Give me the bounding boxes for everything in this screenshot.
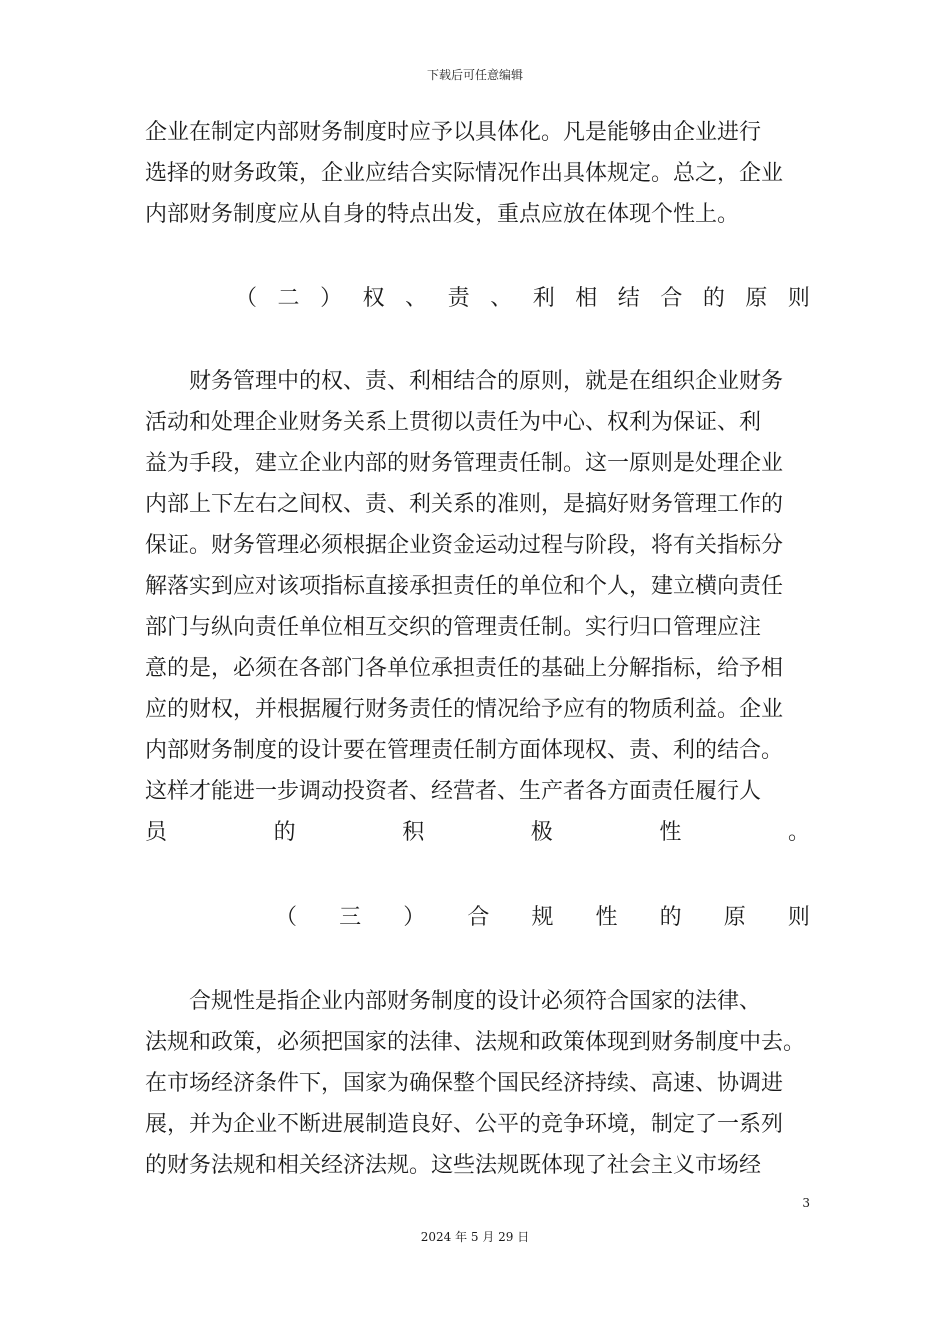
heading-char: ） [403,905,426,930]
page-header: 下载后可任意编辑 [426,68,523,82]
heading-char: 规 [531,905,554,930]
text-line: 内部财务制度的设计要在管理责任制方面体现权、责、利的结合。 [145,738,784,763]
text-char: 性 [659,820,682,845]
text-line: 活动和处理企业财务关系上贯彻以责任为中心、权利为保证、利 [145,410,762,435]
heading-char: 权 [362,286,385,311]
text-line-justified [145,812,810,853]
text-char: 极 [530,820,553,845]
heading-char: 合 [660,286,683,311]
heading-char: 性 [595,905,618,930]
heading-char: （ [235,286,258,311]
heading-char: 相 [575,286,598,311]
heading-char: 二 [277,286,300,311]
heading-char: 则 [787,905,810,930]
heading-char: 的 [702,286,725,311]
text-line: 企业在制定内部财务制度时应予以具体化。凡是能够由企业进行 [145,120,762,145]
heading-char: 、 [405,286,428,311]
heading-char: 三 [339,905,362,930]
text-line: 内部财务制度应从自身的特点出发，重点应放在体现个性上。 [145,202,740,227]
text-line: 益为手段，建立企业内部的财务管理责任制。这一原则是处理企业 [145,451,784,476]
text-line: 部门与纵向责任单位相互交织的管理责任制。实行归口管理应注 [145,615,762,640]
footer-date: 2024 年 5 月 29 日 [420,1230,530,1244]
text-char: 的 [273,820,296,845]
text-line: 内部上下左右之间权、责、利关系的准则，是搞好财务管理工作的 [145,492,784,517]
text-line: 解落实到应对该项指标直接承担责任的单位和个人，建立横向责任 [145,574,784,599]
heading-char: 结 [617,286,640,311]
text-line: 展，并为企业不断进展制造良好、公平的竞争环境，制定了一系列 [145,1112,784,1137]
text-line: 法规和政策，必须把国家的法律、法规和政策体现到财务制度中去。 [145,1030,806,1055]
text-line: 这样才能进一步调动投资者、经营者、生产者各方面责任履行人 [145,779,762,804]
text-line: 选择的财务政策，企业应结合实际情况作出具体规定。总之，企业 [145,161,784,186]
heading-char: （ [275,905,298,930]
section-heading-3 [275,897,810,938]
text-char: 。 [787,820,810,845]
heading-char: ） [320,286,343,311]
heading-char: 利 [532,286,555,311]
text-line: 的财务法规和相关经济法规。这些法规既体现了社会主义市场经 [145,1153,762,1178]
text-line: 保证。财务管理必须根据企业资金运动过程与阶段，将有关指标分 [145,533,784,558]
section-heading-2 [235,278,810,319]
heading-char: 则 [787,286,810,311]
text-line: 应的财权，并根据履行财务责任的情况给予应有的物质利益。企业 [145,697,784,722]
paragraph-2 [145,361,810,853]
heading-char: 原 [723,905,746,930]
text-line: 财务管理中的权、责、利相结合的原则，就是在组织企业财务 [145,369,784,394]
page-number: 3 [802,1196,810,1210]
heading-char: 原 [745,286,768,311]
heading-char: 责 [447,286,470,311]
paragraph-3 [145,981,810,1186]
text-char: 积 [402,820,425,845]
heading-char: 的 [659,905,682,930]
heading-line [275,897,810,938]
text-line: 意的是，必须在各部门各单位承担责任的基础上分解指标，给予相 [145,656,784,681]
text-line: 合规性是指企业内部财务制度的设计必须符合国家的法律、 [145,989,762,1014]
text-line: 在市场经济条件下，国家为确保整个国民经济持续、高速、协调进 [145,1071,784,1096]
text-char: 员 [145,820,168,845]
paragraph-1 [145,112,810,235]
heading-char: 、 [490,286,513,311]
heading-char: 合 [467,905,490,930]
heading-line [235,278,810,319]
